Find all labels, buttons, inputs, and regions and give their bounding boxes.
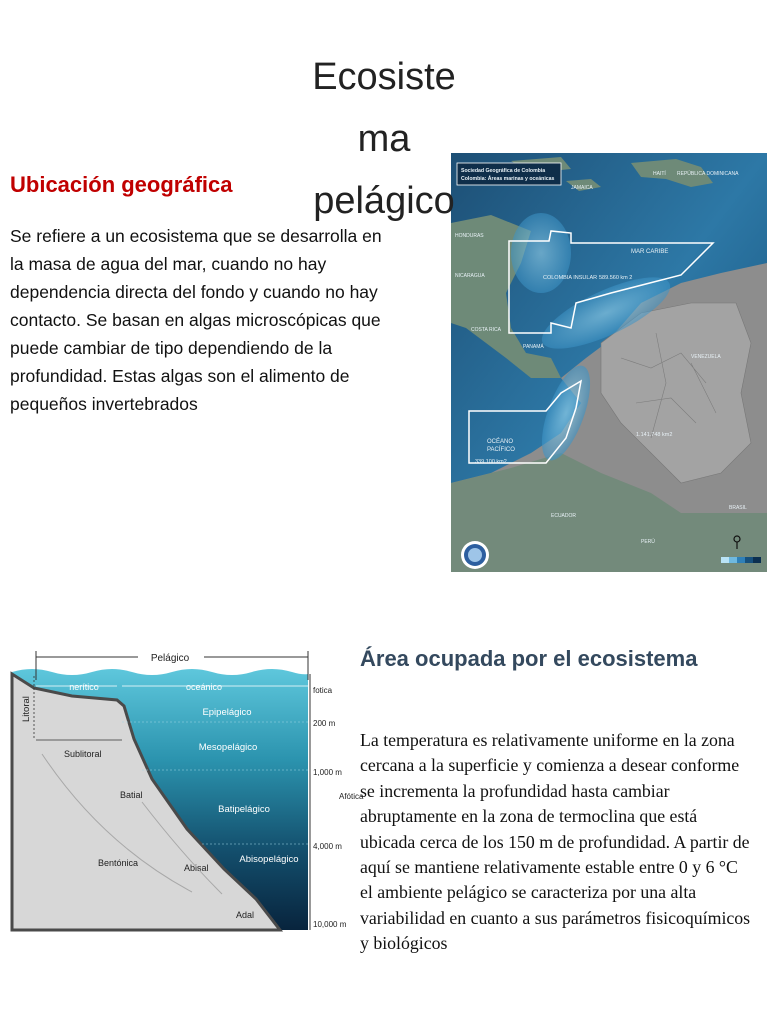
label-brasil: BRASIL [729,505,747,511]
title-line-1: Ecosiste [312,56,456,98]
label-fotica: fotica [313,686,333,695]
map-caption-2: Colombia: Áreas marinas y oceánicas [461,176,555,182]
title-line-2: ma [357,118,411,160]
label-venezuela: VENEZUELA [691,354,721,360]
depth-scale-legend [721,557,761,563]
label-costa-rica: COSTA RICA [471,327,501,333]
label-pacifico: PACÍFICO [487,447,515,453]
label-nicaragua: NICARAGUA [455,273,485,279]
section-heading-area: Área ocupada por el ecosistema [360,646,698,671]
diagram-graphic [12,644,364,930]
label-epipelagico: Epipelágico [202,707,252,718]
label-litoral: Litoral [21,696,32,722]
depth-10000: 10,000 m [313,920,347,929]
map-graphic [451,153,767,572]
label-peru: PERÚ [641,539,655,545]
label-haiti: HAITÍ [653,171,666,177]
label-oceano: OCÉANO [487,439,514,445]
label-adal: Adal [236,910,255,920]
label-neritico: nerítico [69,682,99,692]
label-pacific-area: 339.100 km2 [475,459,507,465]
label-jamaica: JAMAICA [571,185,593,191]
section-body-ubicacion: Se refiere a un ecosistema que se desarrolla en la masa de agua del mar, cuando no hay dependencia directa del fondo y cuando no hay contacto. Se basan en algas microscópicas que puede cambiar de tipo dependiendo de la profundidad. Estas algas son el alimento de pequeños invertebrados [10,226,382,414]
label-pelagico: Pelágico [150,653,190,664]
label-sublitoral: Sublitoral [64,749,102,759]
colombia-marine-map [451,153,767,572]
label-oceanico: oceánico [185,682,223,692]
page-title [296,46,472,232]
label-panama: PANAMÁ [523,344,544,350]
map-caption-1: Sociedad Geográfica de Colombia [461,168,546,174]
label-abisal: Abisal [184,863,209,873]
section-body-area: La temperatura es relativamente uniforme en la zona cercana a la superficie y comienza a desear conforme se incrementa la profundidad hasta cambiar abruptamente en la zona de termoclina que está ubicada cerca de los 150 m de profundidad. A partir de aquí se mantiene relativamente estable entre 0 y 6 °C el ambiente pelágico se caracteriza por una alta variabilidad en cuanto a sus parámetros fisicoquímicos y biológicos [360,730,751,954]
depth-1000: 1,000 m [313,768,342,777]
label-batial: Batial [120,790,143,800]
label-honduras: HONDURAS [455,233,484,239]
label-mesopelagico: Mesopelágico [198,742,258,753]
pelagic-zones-diagram [12,644,364,930]
label-mar-caribe: MAR CARIBE [631,249,669,255]
label-dominicana: REPÚBLICA DOMINICANA [677,171,739,177]
label-mainland-area: 1.141.748 km2 [636,432,673,438]
label-insular-area: 589.560 km 2 [599,275,633,281]
label-abisopelagico: Abisopelágico [239,854,299,865]
title-line-3: pelágico [313,180,455,222]
society-seal-icon [461,541,489,569]
depth-4000: 4,000 m [313,842,342,851]
section-heading-ubicacion: Ubicación geográfica [10,172,233,197]
depth-200: 200 m [313,719,336,728]
label-ecuador: ECUADOR [551,513,577,519]
label-bentonica: Bentónica [98,858,139,868]
label-afotica: Afótica [339,792,364,801]
label-batipelagico: Batipelágico [218,804,270,815]
label-colombia-insular: COLOMBIA INSULAR [543,275,598,281]
